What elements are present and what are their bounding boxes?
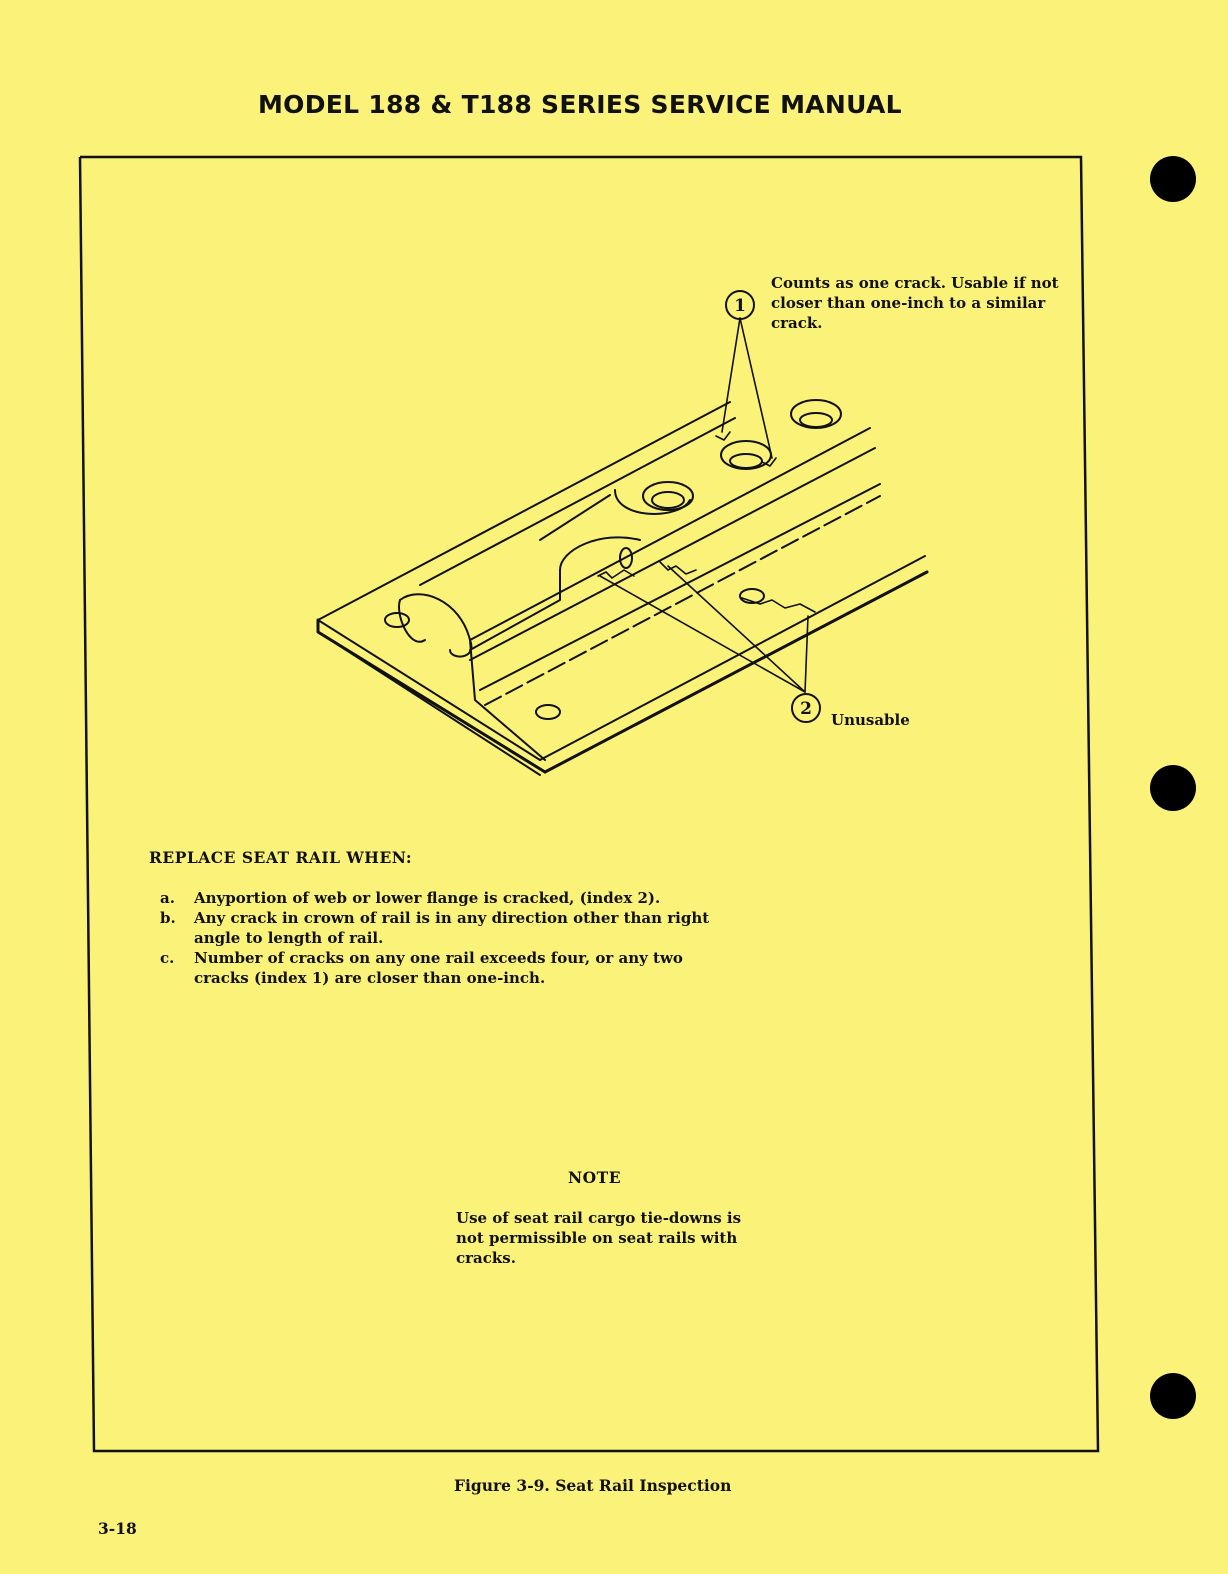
note-body: Use of seat rail cargo tie-downs is not permissible on seat rails with cracks. xyxy=(456,1209,742,1267)
replace-conditions-list xyxy=(160,888,720,988)
callout-1-index: 1 xyxy=(734,296,746,316)
binder-hole-middle xyxy=(1150,765,1196,811)
condition-text: Number of cracks on any one rail exceeds four, or any two cracks (index 1) are closer than one-inch. xyxy=(194,949,683,987)
condition-text: Anyportion of web or lower flange is cracked, (index 2). xyxy=(194,889,661,907)
callout-1-text: Counts as one crack. Usable if not closer than one-inch to a similar crack. xyxy=(771,274,1059,332)
condition-item xyxy=(160,908,720,948)
note-heading: NOTE xyxy=(568,1168,622,1187)
condition-letter: b. xyxy=(160,909,176,927)
binder-hole-bottom xyxy=(1150,1373,1196,1419)
page-number: 3-18 xyxy=(98,1519,137,1538)
condition-item xyxy=(160,888,720,908)
figure-caption: Figure 3-9. Seat Rail Inspection xyxy=(454,1476,732,1495)
condition-text: Any crack in crown of rail is in any direction other than right angle to length of rail. xyxy=(194,909,710,947)
condition-letter: a. xyxy=(160,889,175,907)
callout-2-text: Unusable xyxy=(831,711,910,729)
replace-heading: REPLACE SEAT RAIL WHEN: xyxy=(149,848,413,867)
page-header-title: MODEL 188 & T188 SERIES SERVICE MANUAL xyxy=(258,90,902,119)
binder-hole-top xyxy=(1150,156,1196,202)
seat-rail-illustration xyxy=(290,265,950,785)
condition-letter: c. xyxy=(160,949,175,967)
callout-2-index: 2 xyxy=(800,699,812,719)
condition-item xyxy=(160,948,720,988)
